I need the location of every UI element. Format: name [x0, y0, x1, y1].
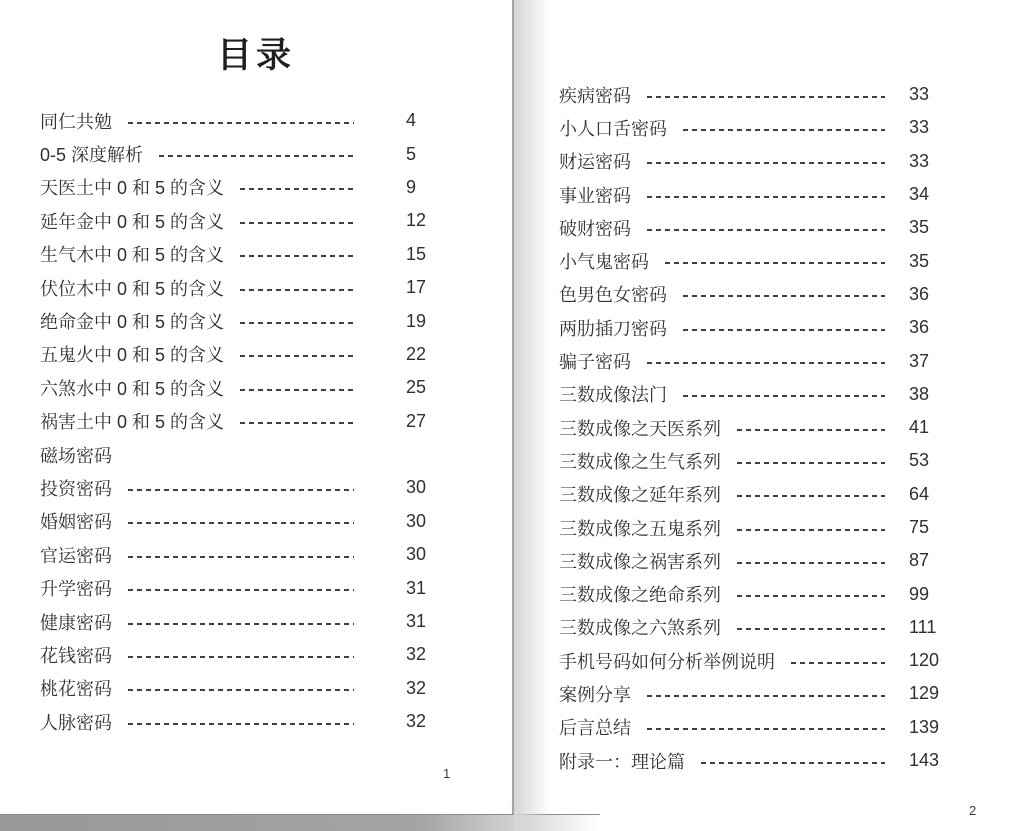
- toc-row: [559, 411, 953, 444]
- toc-entry-label: 官运密码: [40, 545, 112, 566]
- toc-entry-label: 附录一：理论篇: [559, 751, 685, 772]
- toc-entry-label: 小气鬼密码: [559, 252, 649, 273]
- toc-row: [559, 711, 953, 744]
- dash-leader: [240, 422, 354, 424]
- dash-leader: [128, 723, 354, 725]
- dash-leader: [665, 262, 885, 264]
- toc-entry-page: 37: [909, 350, 930, 371]
- toc-entry-page: 30: [406, 510, 427, 531]
- toc-row: [40, 304, 448, 337]
- toc-row: [40, 204, 448, 237]
- toc-entry-page: 129: [909, 683, 940, 704]
- dash-leader: [647, 362, 885, 364]
- toc-entry-label: 事业密码: [559, 185, 631, 206]
- dash-leader: [683, 129, 885, 131]
- toc-row: [40, 405, 448, 438]
- toc-entry-page: 31: [406, 611, 427, 632]
- toc-entry-page: 36: [909, 283, 930, 304]
- toc-entry-label: 案例分享: [559, 684, 631, 705]
- page-left: [0, 0, 512, 814]
- toc-entry-label: 桃花密码: [40, 679, 112, 700]
- toc-entry-page: 17: [406, 277, 427, 298]
- toc-entry-page: 75: [909, 517, 930, 537]
- toc-row: [40, 638, 448, 671]
- toc-entry-label: 五鬼火中 0 和 5 的含义: [40, 345, 225, 366]
- toc-entry-label: 延年金中 0 和 5 的含义: [40, 211, 225, 232]
- toc-entry-label: 绝命金中 0 和 5 的含义: [40, 312, 225, 333]
- toc-entry-label: 祸害土中 0 和 5 的含义: [40, 412, 225, 433]
- dash-leader: [647, 728, 885, 730]
- dash-leader: [128, 623, 354, 625]
- toc-entry-page: 31: [406, 577, 427, 598]
- toc-row: [40, 571, 448, 604]
- toc-entry-page: 38: [909, 383, 930, 404]
- toc-row: [40, 605, 448, 638]
- toc-title: 目录: [216, 36, 295, 75]
- toc-entry-page: 87: [909, 550, 930, 571]
- toc-entry-label: 升学密码: [40, 579, 112, 600]
- toc-entry-label: 健康密码: [40, 612, 112, 633]
- dash-leader: [128, 689, 354, 691]
- toc-entry-label: 小人口舌密码: [559, 118, 667, 139]
- toc-entry-page: 19: [406, 310, 427, 331]
- page-right: [514, 0, 1025, 831]
- toc-entry-label: 两肋插刀密码: [559, 318, 667, 339]
- toc-entry-label: 三数成像之天医系列: [559, 418, 721, 439]
- toc-row: [559, 211, 953, 244]
- dash-leader: [647, 162, 885, 164]
- toc-row: [559, 744, 953, 777]
- dash-leader: [737, 429, 885, 431]
- toc-entry-label: 色男色女密码: [559, 285, 667, 306]
- toc-entry-label: 疾病密码: [559, 85, 631, 106]
- toc-entry-label: 财运密码: [559, 152, 631, 173]
- dash-leader: [128, 589, 354, 591]
- toc-list-left: [0, 104, 512, 738]
- dash-leader: [240, 289, 354, 291]
- toc-entry-label: 伏位木中 0 和 5 的含义: [40, 278, 225, 299]
- toc-row: [559, 278, 953, 311]
- toc-entry-label: 0-5 深度解析: [40, 145, 144, 166]
- toc-entry-label: 天医土中 0 和 5 的含义: [40, 178, 225, 199]
- toc-entry-page: 9: [406, 176, 417, 197]
- toc-entry-label: 同仁共勉: [40, 111, 112, 132]
- toc-entry-label: 三数成像之延年系列: [559, 485, 721, 506]
- toc-row: [40, 705, 448, 738]
- toc-entry-page: 33: [909, 117, 930, 138]
- dash-leader: [683, 295, 885, 297]
- toc-row: [559, 378, 953, 411]
- dash-leader: [128, 656, 354, 658]
- toc-list-right: [514, 78, 1025, 777]
- toc-entry-page: 30: [406, 544, 427, 565]
- dash-leader: [159, 155, 354, 157]
- toc-entry-label: 磁场密码: [40, 445, 112, 466]
- dash-leader: [240, 188, 354, 190]
- dash-leader: [240, 389, 354, 391]
- toc-entry-page: 32: [406, 644, 427, 665]
- toc-entry-page: 35: [909, 217, 930, 238]
- dash-leader: [683, 395, 885, 397]
- dash-leader: [737, 562, 885, 564]
- dash-leader: [647, 229, 885, 231]
- toc-entry-label: 婚姻密码: [40, 512, 112, 533]
- toc-entry-label: 破财密码: [559, 218, 631, 239]
- toc-row: [559, 611, 953, 644]
- toc-row: [559, 78, 953, 111]
- toc-row: [40, 438, 448, 471]
- toc-row: [559, 677, 953, 710]
- dash-leader: [737, 595, 885, 597]
- page-bottom-shadow: [0, 814, 600, 831]
- toc-entry-label: 投资密码: [40, 478, 112, 499]
- toc-row: [40, 137, 448, 170]
- toc-row: [559, 444, 953, 477]
- toc-row: [559, 244, 953, 277]
- toc-entry-page: 27: [406, 410, 427, 431]
- dash-leader: [737, 529, 885, 531]
- toc-row: [559, 511, 953, 544]
- dash-leader: [240, 322, 354, 324]
- toc-row: [559, 178, 953, 211]
- toc-entry-label: 三数成像之五鬼系列: [559, 518, 721, 539]
- dash-leader: [683, 329, 885, 331]
- toc-entry-label: 后言总结: [559, 718, 631, 739]
- dash-leader: [128, 522, 354, 524]
- toc-entry-page: 33: [909, 84, 930, 105]
- page-gutter-shadow: [514, 0, 550, 831]
- toc-entry-page: 4: [406, 110, 417, 131]
- toc-entry-page: 25: [406, 377, 427, 398]
- dash-leader: [128, 489, 354, 491]
- dash-leader: [737, 628, 885, 630]
- toc-entry-label: 骗子密码: [559, 352, 631, 373]
- toc-entry-label: 人脉密码: [40, 712, 112, 733]
- toc-entry-page: 30: [406, 477, 427, 498]
- toc-row: [559, 311, 953, 344]
- toc-entry-label: 三数成像之六煞系列: [559, 618, 721, 639]
- dash-leader: [737, 495, 885, 497]
- toc-entry-label: 三数成像法门: [559, 385, 667, 406]
- toc-entry-label: 三数成像之祸害系列: [559, 551, 721, 572]
- toc-row: [40, 338, 448, 371]
- toc-entry-label: 三数成像之绝命系列: [559, 585, 721, 606]
- toc-entry-page: 33: [909, 150, 930, 171]
- dash-leader: [128, 122, 354, 124]
- toc-entry-label: 六煞水中 0 和 5 的含义: [40, 378, 225, 399]
- toc-row: [559, 145, 953, 178]
- dash-leader: [647, 196, 885, 198]
- dash-leader: [240, 222, 354, 224]
- toc-entry-page: 5: [406, 143, 417, 164]
- toc-row: [40, 171, 448, 204]
- dash-leader: [647, 695, 885, 697]
- toc-entry-page: 53: [909, 450, 930, 471]
- toc-entry-page: 35: [909, 250, 930, 271]
- toc-row: [40, 471, 448, 504]
- dash-leader: [240, 255, 354, 257]
- page-gutter-line: [512, 0, 514, 814]
- toc-row: [40, 271, 448, 304]
- toc-entry-page: 32: [406, 677, 427, 698]
- toc-row: [40, 505, 448, 538]
- toc-entry-label: 手机号码如何分析举例说明: [559, 651, 775, 672]
- toc-entry-page: 22: [406, 343, 427, 364]
- dash-leader: [240, 355, 354, 357]
- toc-entry-page: 64: [909, 483, 930, 504]
- dash-leader: [791, 662, 885, 664]
- page-number-left: 1: [443, 766, 451, 781]
- toc-entry-page: 32: [406, 711, 427, 732]
- toc-entry-page: 99: [909, 583, 930, 604]
- toc-entry-label: 花钱密码: [40, 645, 112, 666]
- toc-entry-page: 34: [909, 184, 930, 205]
- page-number-right: 2: [969, 803, 977, 818]
- toc-row: [559, 344, 953, 377]
- toc-row: [40, 104, 448, 137]
- toc-row: [559, 478, 953, 511]
- toc-row: [40, 538, 448, 571]
- toc-entry-page: 12: [406, 210, 427, 231]
- toc-row: [559, 544, 953, 577]
- toc-row: [40, 238, 448, 271]
- toc-entry-page: 120: [909, 650, 940, 671]
- dash-leader: [647, 96, 885, 98]
- dash-leader: [128, 556, 354, 558]
- toc-entry-page: 36: [909, 317, 930, 338]
- dash-leader: [701, 762, 885, 764]
- toc-row: [559, 577, 953, 610]
- toc-entry-page: 111: [909, 616, 937, 637]
- toc-row: [40, 371, 448, 404]
- toc-row: [559, 111, 953, 144]
- toc-entry-label: 生气木中 0 和 5 的含义: [40, 245, 225, 266]
- toc-entry-page: 15: [406, 243, 427, 264]
- toc-row: [559, 644, 953, 677]
- toc-row: [40, 672, 448, 705]
- toc-entry-page: 41: [909, 417, 930, 438]
- toc-entry-label: 三数成像之生气系列: [559, 451, 721, 472]
- dash-leader: [737, 462, 885, 464]
- toc-entry-page: 143: [909, 750, 940, 771]
- toc-entry-page: 139: [909, 716, 940, 737]
